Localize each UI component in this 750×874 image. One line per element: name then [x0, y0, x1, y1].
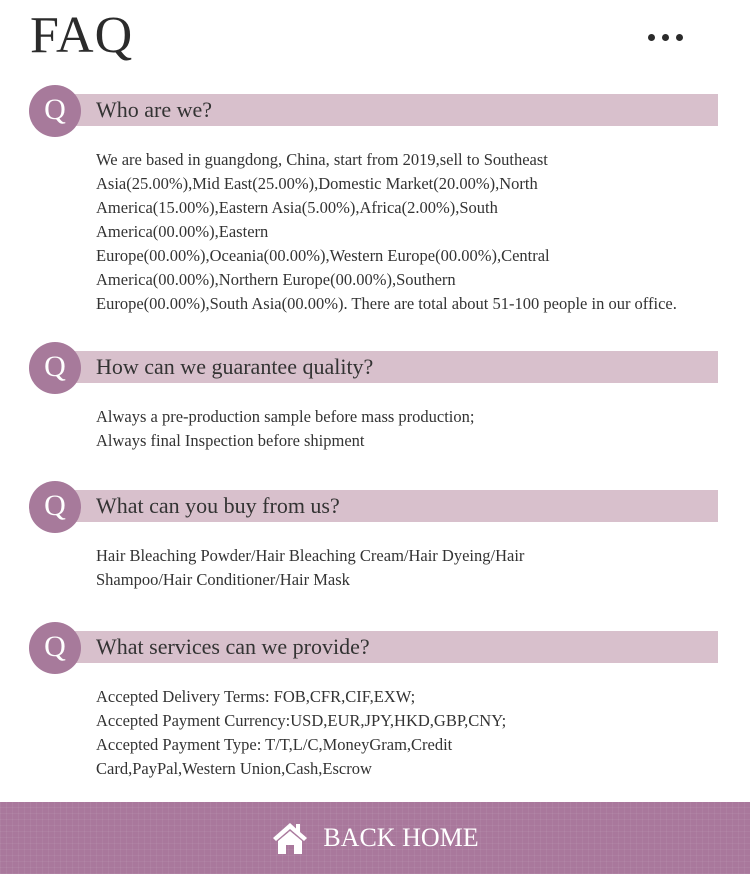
answer-line: Europe(00.00%),South Asia(00.00%). There are total about 51-100 people in our office.	[96, 294, 677, 313]
answer-line: America(00.00%),Eastern	[96, 222, 269, 241]
page-title: FAQ	[30, 7, 134, 64]
answer-line: Europe(00.00%),Oceania(00.00%),Western Europe(00.00%),Central	[96, 246, 550, 265]
q-badge: Q	[29, 85, 81, 137]
back-home-button[interactable]	[0, 802, 750, 874]
answer-text	[96, 685, 706, 781]
more-horizontal-icon	[648, 34, 655, 41]
question-text: Who are we?	[96, 97, 213, 122]
back-home-label: BACK HOME	[323, 823, 479, 852]
more-menu-button[interactable]	[648, 34, 688, 46]
question-text: How can we guarantee quality?	[96, 354, 374, 379]
answer-line: Always a pre-production sample before mass production;	[96, 407, 475, 426]
answer-line: Asia(25.00%),Mid East(25.00%),Domestic Market(20.00%),North	[96, 174, 538, 193]
answer-line: Accepted Payment Currency:USD,EUR,JPY,HKD,GBP,CNY;	[96, 711, 507, 730]
q-badge: Q	[29, 342, 81, 394]
q-badge: Q	[29, 481, 81, 533]
answer-line: Card,PayPal,Western Union,Cash,Escrow	[96, 759, 372, 778]
answer-line: We are based in guangdong, China, start from 2019,sell to Southeast	[96, 150, 548, 169]
answer-line: America(00.00%),Northern Europe(00.00%),Southern	[96, 270, 456, 289]
question-text: What can you buy from us?	[96, 493, 340, 518]
answer-text	[96, 405, 706, 453]
answer-line: Accepted Payment Type: T/T,L/C,MoneyGram,Credit	[96, 735, 453, 754]
question-text: What services can we provide?	[96, 634, 370, 659]
more-horizontal-icon	[662, 34, 669, 41]
answer-line: Always final Inspection before shipment	[96, 431, 365, 450]
answer-line: Accepted Delivery Terms: FOB,CFR,CIF,EXW;	[96, 687, 416, 706]
answer-line: Shampoo/Hair Conditioner/Hair Mask	[96, 570, 350, 589]
answer-line: America(15.00%),Eastern Asia(5.00%),Africa(2.00%),South	[96, 198, 498, 217]
answer-text	[96, 148, 706, 316]
home-icon	[271, 821, 309, 855]
more-horizontal-icon	[676, 34, 683, 41]
q-badge: Q	[29, 622, 81, 674]
answer-line: Hair Bleaching Powder/Hair Bleaching Cream/Hair Dyeing/Hair	[96, 546, 525, 565]
answer-text	[96, 544, 706, 592]
